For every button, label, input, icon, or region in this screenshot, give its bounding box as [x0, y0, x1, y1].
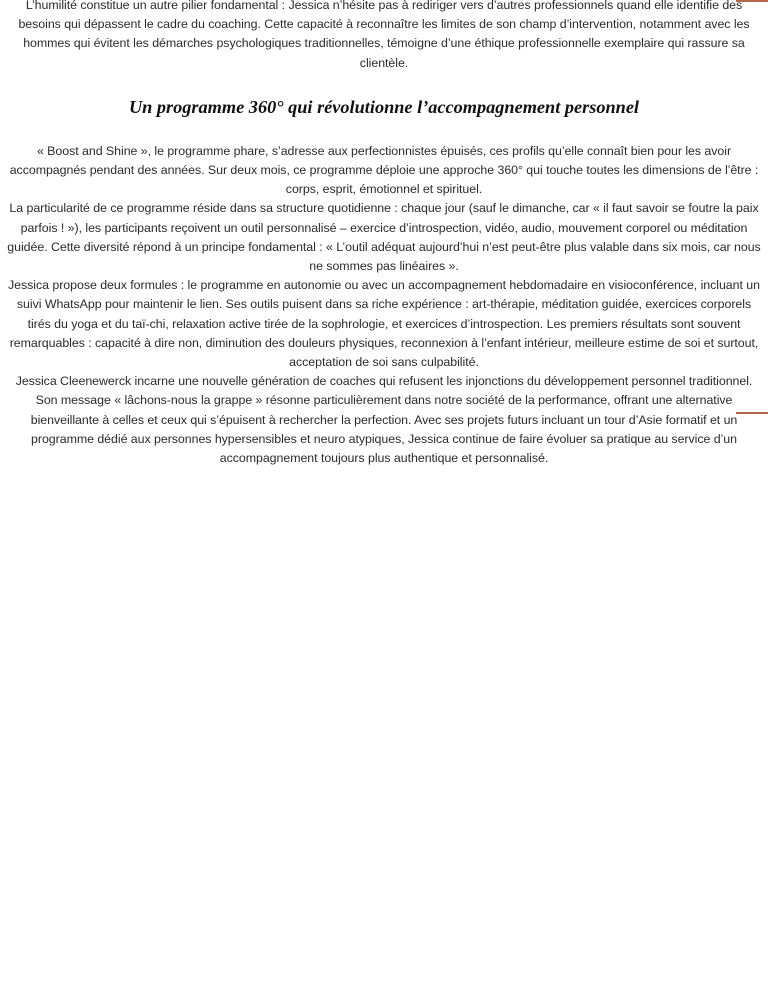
paragraph-two-formulas: Jessica propose deux formules : le programme en autonomie ou avec un accompagnement hebdomadaire en visioconférence, incluant un suivi WhatsApp pour maintenir le lien. Ses outils puisent dans sa riche expérience : art-thérapie, méditation guidée, exercices corporels tirés du yoga et du taï-chi, relaxation active tirée de la sophrologie, et exercices d’introspection. Les premiers résultats sont souvent remarquables : capacité à dire non, diminution des douleurs physiques, reconnexion à l’enfant intérieur, meilleure estime de soi et surtout, acceptation de soi sans culpabilité. — [8, 278, 760, 370]
intro-paragraph: L’humilité constitue un autre pilier fondamental : Jessica n’hésite pas à rediriger vers d’autres professionnels quand elle identifie des besoins qui dépassent le cadre du coaching. Cette capacité à reconnaître les limites de son champ d’intervention, notamment avec les hommes qui évitent les démarches psychologiques traditionnelles, témoigne d’une éthique professionnelle exemplaire qui rassure sa clientèle. — [18, 0, 750, 70]
article-body — [0, 0, 768, 468]
section-heading: Un programme 360° qui révolutionne l’accompagnement personnel — [128, 96, 640, 117]
paragraph-daily-structure: La particularité de ce programme réside dans sa structure quotidienne : chaque jour (sauf le dimanche, car « il faut savoir se foutre la paix parfois ! »), les participants reçoivent un outil personnalisé – exercice d’introspection, vidéo, audio, mouvement corporel ou méditation guidée. Cette diversité répond à un principe fondamental : « L’outil adéquat aujourd’hui n’est peut-être plus valable dans six mois, car nous ne sommes pas linéaires ». — [7, 201, 761, 274]
paragraph-new-generation: Jessica Cleenewerck incarne une nouvelle génération de coaches qui refusent les injonctions du développement personnel traditionnel. Son message « lâchons-nous la grappe » résonne particulièrement dans notre société de la performance, offrant une alternative bienveillante à celles et ceux qui s’épuisent à rechercher la perfection. Avec ses projets futurs incluant un tour d’Asie formatif et un programme dédié aux personnes hypersensibles et neuro atypiques, Jessica continue de faire évoluer sa pratique au service d’un accompagnement toujours plus authentique et personnalisé. — [15, 374, 753, 466]
paragraph-boost-and-shine: « Boost and Shine », le programme phare, s’adresse aux perfectionnistes épuisés, ces profils qu’elle connaît bien pour les avoir accompagnés pendant des années. Sur deux mois, ce programme déploie une approche 360° qui touche toutes les dimensions de l’être : corps, esprit, émotionnel et spirituel. — [9, 143, 759, 197]
